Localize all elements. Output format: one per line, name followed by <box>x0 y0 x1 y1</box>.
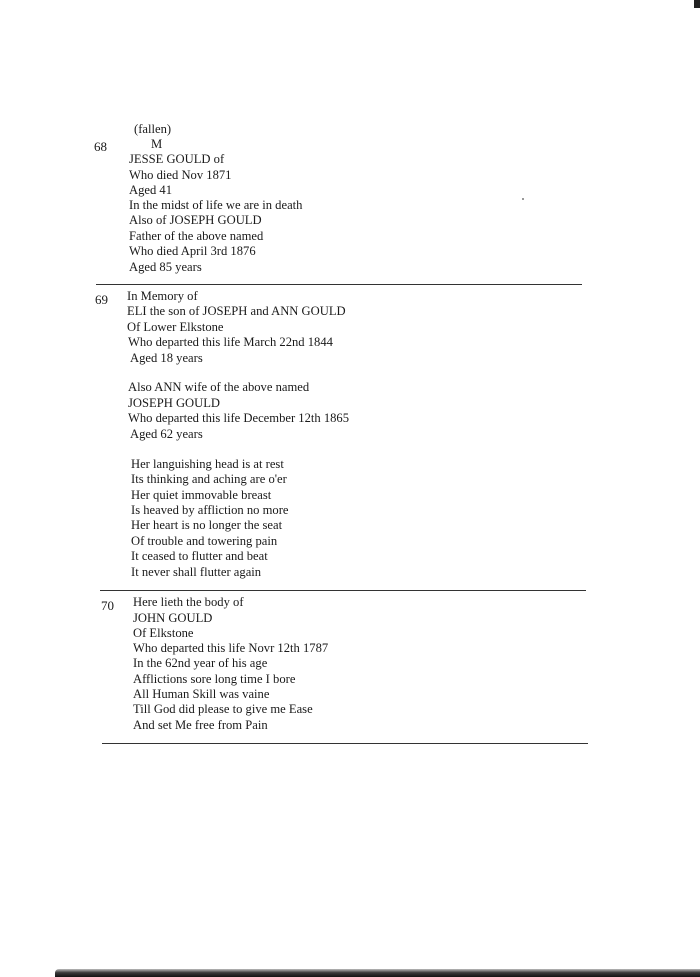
entry-divider <box>96 284 582 285</box>
entry-70-line: Afflictions sore long time I bore <box>133 672 296 686</box>
entry-69-line: In Memory of <box>127 289 198 303</box>
entry-68-line: Who died Nov 1871 <box>129 168 232 182</box>
entry-68-line: Aged 41 <box>129 183 173 197</box>
entry-68-line: Aged 85 years <box>129 260 202 274</box>
entry-69-line: Also ANN wife of the above named <box>128 380 310 394</box>
entry-68-number: 68 <box>94 139 107 154</box>
entry-70-line: Of Elkstone <box>133 626 194 640</box>
entry-70-line: Who departed this life Novr 12th 1787 <box>133 641 329 655</box>
entry-69-verse-line: Its thinking and aching are o'er <box>131 472 287 486</box>
entry-68-line: Father of the above named <box>129 229 264 243</box>
entry-69-verse-line: Of trouble and towering pain <box>131 534 278 548</box>
entry-68-note: (fallen) <box>134 122 172 136</box>
entry-69-line: JOSEPH GOULD <box>128 396 221 410</box>
entry-69-verse-line: Her heart is no longer the seat <box>131 518 283 532</box>
entry-68-line: Who died April 3rd 1876 <box>129 244 256 258</box>
entry-70-line: And set Me free from Pain <box>133 718 268 732</box>
entry-70-line: In the 62nd year of his age <box>133 656 268 670</box>
entry-69-verse-line: Is heaved by affliction no more <box>131 503 289 517</box>
entry-70-line: Till God did please to give me Ease <box>133 702 313 716</box>
entry-69-line: Who departed this life December 12th 1865 <box>128 411 350 425</box>
entry-divider <box>102 743 588 744</box>
entry-69-verse-line: Her quiet immovable breast <box>131 488 272 502</box>
entry-68-line: In the midst of life we are in death <box>129 198 303 212</box>
entry-69-verse-line: Her languishing head is at rest <box>131 457 284 471</box>
entry-70-line: JOHN GOULD <box>133 611 213 625</box>
entry-70-number: 70 <box>101 598 114 613</box>
entry-68-line: Also of JOSEPH GOULD <box>129 213 262 227</box>
entry-69-line: Aged 62 years <box>130 427 203 441</box>
entry-68-line: M <box>151 137 163 151</box>
entry-69-number: 69 <box>95 292 108 307</box>
entry-69-verse-line: It never shall flutter again <box>131 565 262 579</box>
entry-70-line: All Human Skill was vaine <box>133 687 270 701</box>
entry-69-verse-line: It ceased to flutter and beat <box>131 549 268 563</box>
scan-corner-mark <box>694 0 700 8</box>
scan-speck <box>522 198 524 200</box>
entry-69-line: ELI the son of JOSEPH and ANN GOULD <box>127 304 346 318</box>
entry-69-line: Aged 18 years <box>130 351 203 365</box>
entry-69-line: Of Lower Elkstone <box>127 320 224 334</box>
entry-69-line: Who departed this life March 22nd 1844 <box>128 335 333 349</box>
scan-bottom-edge <box>55 969 700 977</box>
entry-70-line: Here lieth the body of <box>133 595 244 609</box>
entry-divider <box>100 590 586 591</box>
entry-68-line: JESSE GOULD of <box>129 152 225 166</box>
